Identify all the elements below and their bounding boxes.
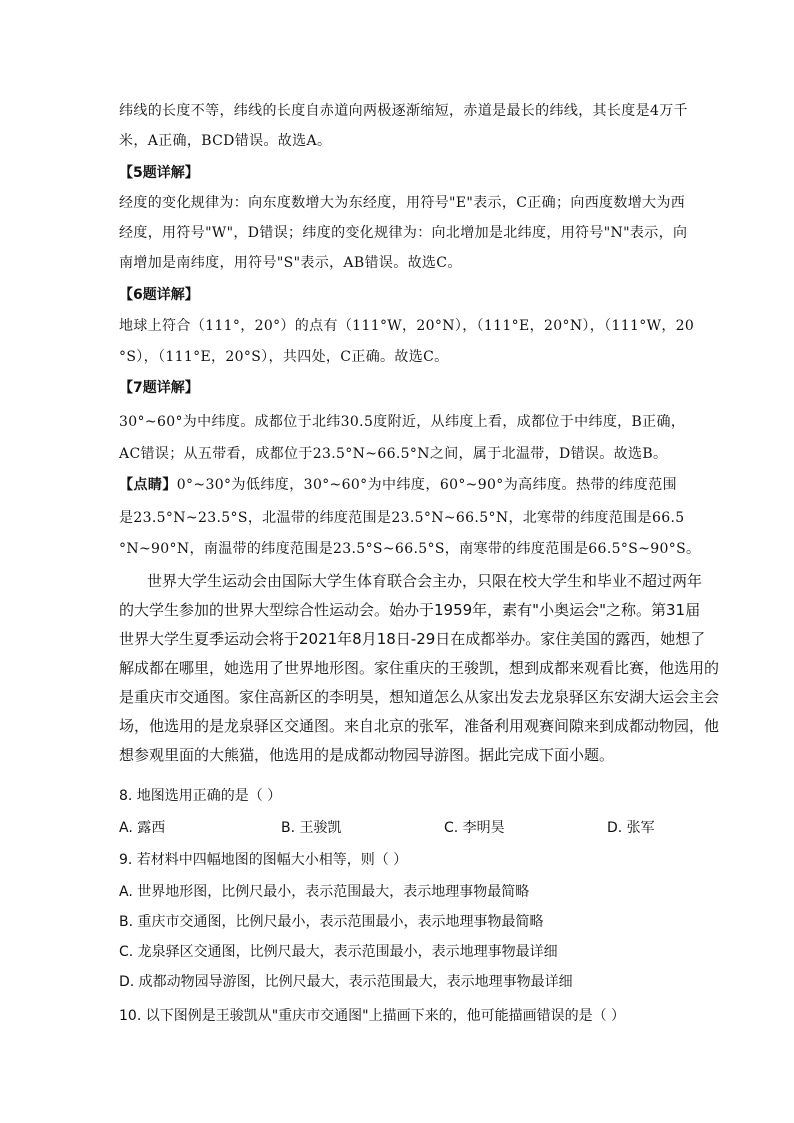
passage-line-7: 想参观里面的大熊猫，他选用的是成都动物园导游图。据此完成下面小题。 xyxy=(119,746,615,764)
q9-option-a: A. 世界地形图，比例尺最小，表示范围最大，表示地理事物最简略 xyxy=(119,884,530,900)
passage-line-3: 世界大学生夏季运动会将于2021年8月18日-29日在成都举办。家住美国的露西，她想了 xyxy=(119,630,706,648)
q9-stem: 9. 若材料中四幅地图的图幅大小相等，则（ ） xyxy=(119,852,408,868)
q5-explanation-line-3: 南增加是南纬度，用符号"S"表示，AB错误。故选C。 xyxy=(119,255,462,271)
q5-explanation-line-1: 经度的变化规律为：向东度数增大为东经度，用符号"E"表示，C正确；向西度数增大为西 xyxy=(119,195,686,211)
passage-line-2: 的大学生参加的世界大型综合性运动会。始办于1959年，素有"小奥运会"之称。第31届 xyxy=(119,601,701,619)
q6-header: 【6题详解】 xyxy=(119,287,199,303)
q7-explanation-line-2: AC错误；从五带看，成都位于23.5°N~66.5°N之间，属于北温带，D错误。故选B。 xyxy=(119,446,668,462)
passage-line-5: 是重庆市交通图。家住高新区的李明昊，想知道怎么从家出发去龙泉驿区东安湖大运会主会 xyxy=(119,688,720,706)
q8-option-d: D. 张军 xyxy=(607,820,655,836)
q6-explanation-line-2: °S），（111°E，20°S），共四处，C正确。故选C。 xyxy=(119,349,449,365)
passage-line-6: 场，他选用的是龙泉驿区交通图。来自北京的张军，准备利用观赛间隙来到成都动物园，他 xyxy=(119,717,720,735)
passage-line-1: 世界大学生运动会由国际大学生体育联合会主办，只限在校大学生和毕业不超过两年 xyxy=(147,572,703,590)
tip-line-3: °N~90°N，南温带的纬度范围是23.5°S~66.5°S，南寒带的纬度范围是66.5°S~90°S。 xyxy=(119,541,701,557)
passage-line-4: 解成都在哪里，她选用了世界地形图。家住重庆的王骏凯，想到成都来观看比赛，他选用的 xyxy=(119,659,720,677)
q9-option-c: C. 龙泉驿区交通图，比例尺最大，表示范围最小，表示地理事物最详细 xyxy=(119,944,558,960)
q9-option-d: D. 成都动物园导游图，比例尺最大，表示范围最大，表示地理事物最详细 xyxy=(119,974,573,990)
q4-explanation-line-1: 纬线的长度不等，纬线的长度自赤道向两极逐渐缩短，赤道是最长的纬线，其长度是4万千 xyxy=(119,103,688,119)
tip-line-2: 是23.5°N~23.5°S，北温带的纬度范围是23.5°N~66.5°N，北寒带的纬度范围是66.5 xyxy=(119,510,685,526)
q8-stem: 8. 地图选用正确的是（ ） xyxy=(119,788,282,804)
q4-explanation-line-2: 米，A正确，BCD错误。故选A。 xyxy=(119,133,332,149)
q8-option-c: C. 李明昊 xyxy=(444,820,505,836)
tip-line-1-text: 0°~30°为低纬度，30°~60°为中纬度，60°~90°为高纬度。热带的纬度范围 xyxy=(176,477,677,493)
tip-label: 【点睛】 xyxy=(119,477,177,493)
q8-option-b: B. 王骏凯 xyxy=(281,820,342,836)
q5-explanation-line-2: 经度，用符号"W"，D错误；纬度的变化规律为：向北增加是北纬度，用符号"N"表示，向 xyxy=(119,225,688,241)
q10-stem: 10. 以下图例是王骏凯从"重庆市交通图"上描画下来的，他可能描画错误的是（ ） xyxy=(119,1008,626,1024)
q7-header: 【7题详解】 xyxy=(119,380,199,396)
q9-option-b: B. 重庆市交通图，比例尺最小，表示范围最小，表示地理事物最简略 xyxy=(119,914,544,930)
tip-line-1 xyxy=(119,475,677,495)
q5-header: 【5题详解】 xyxy=(119,165,199,181)
q6-explanation-line-1: 地球上符合（111°，20°）的点有（111°W，20°N），（111°E，20°N），（111°W，20 xyxy=(119,318,695,334)
q7-explanation-line-1: 30°~60°为中纬度。成都位于北纬30.5度附近，从纬度上看，成都位于中纬度，B正确， xyxy=(119,414,686,430)
q8-option-a: A. 露西 xyxy=(119,820,166,836)
